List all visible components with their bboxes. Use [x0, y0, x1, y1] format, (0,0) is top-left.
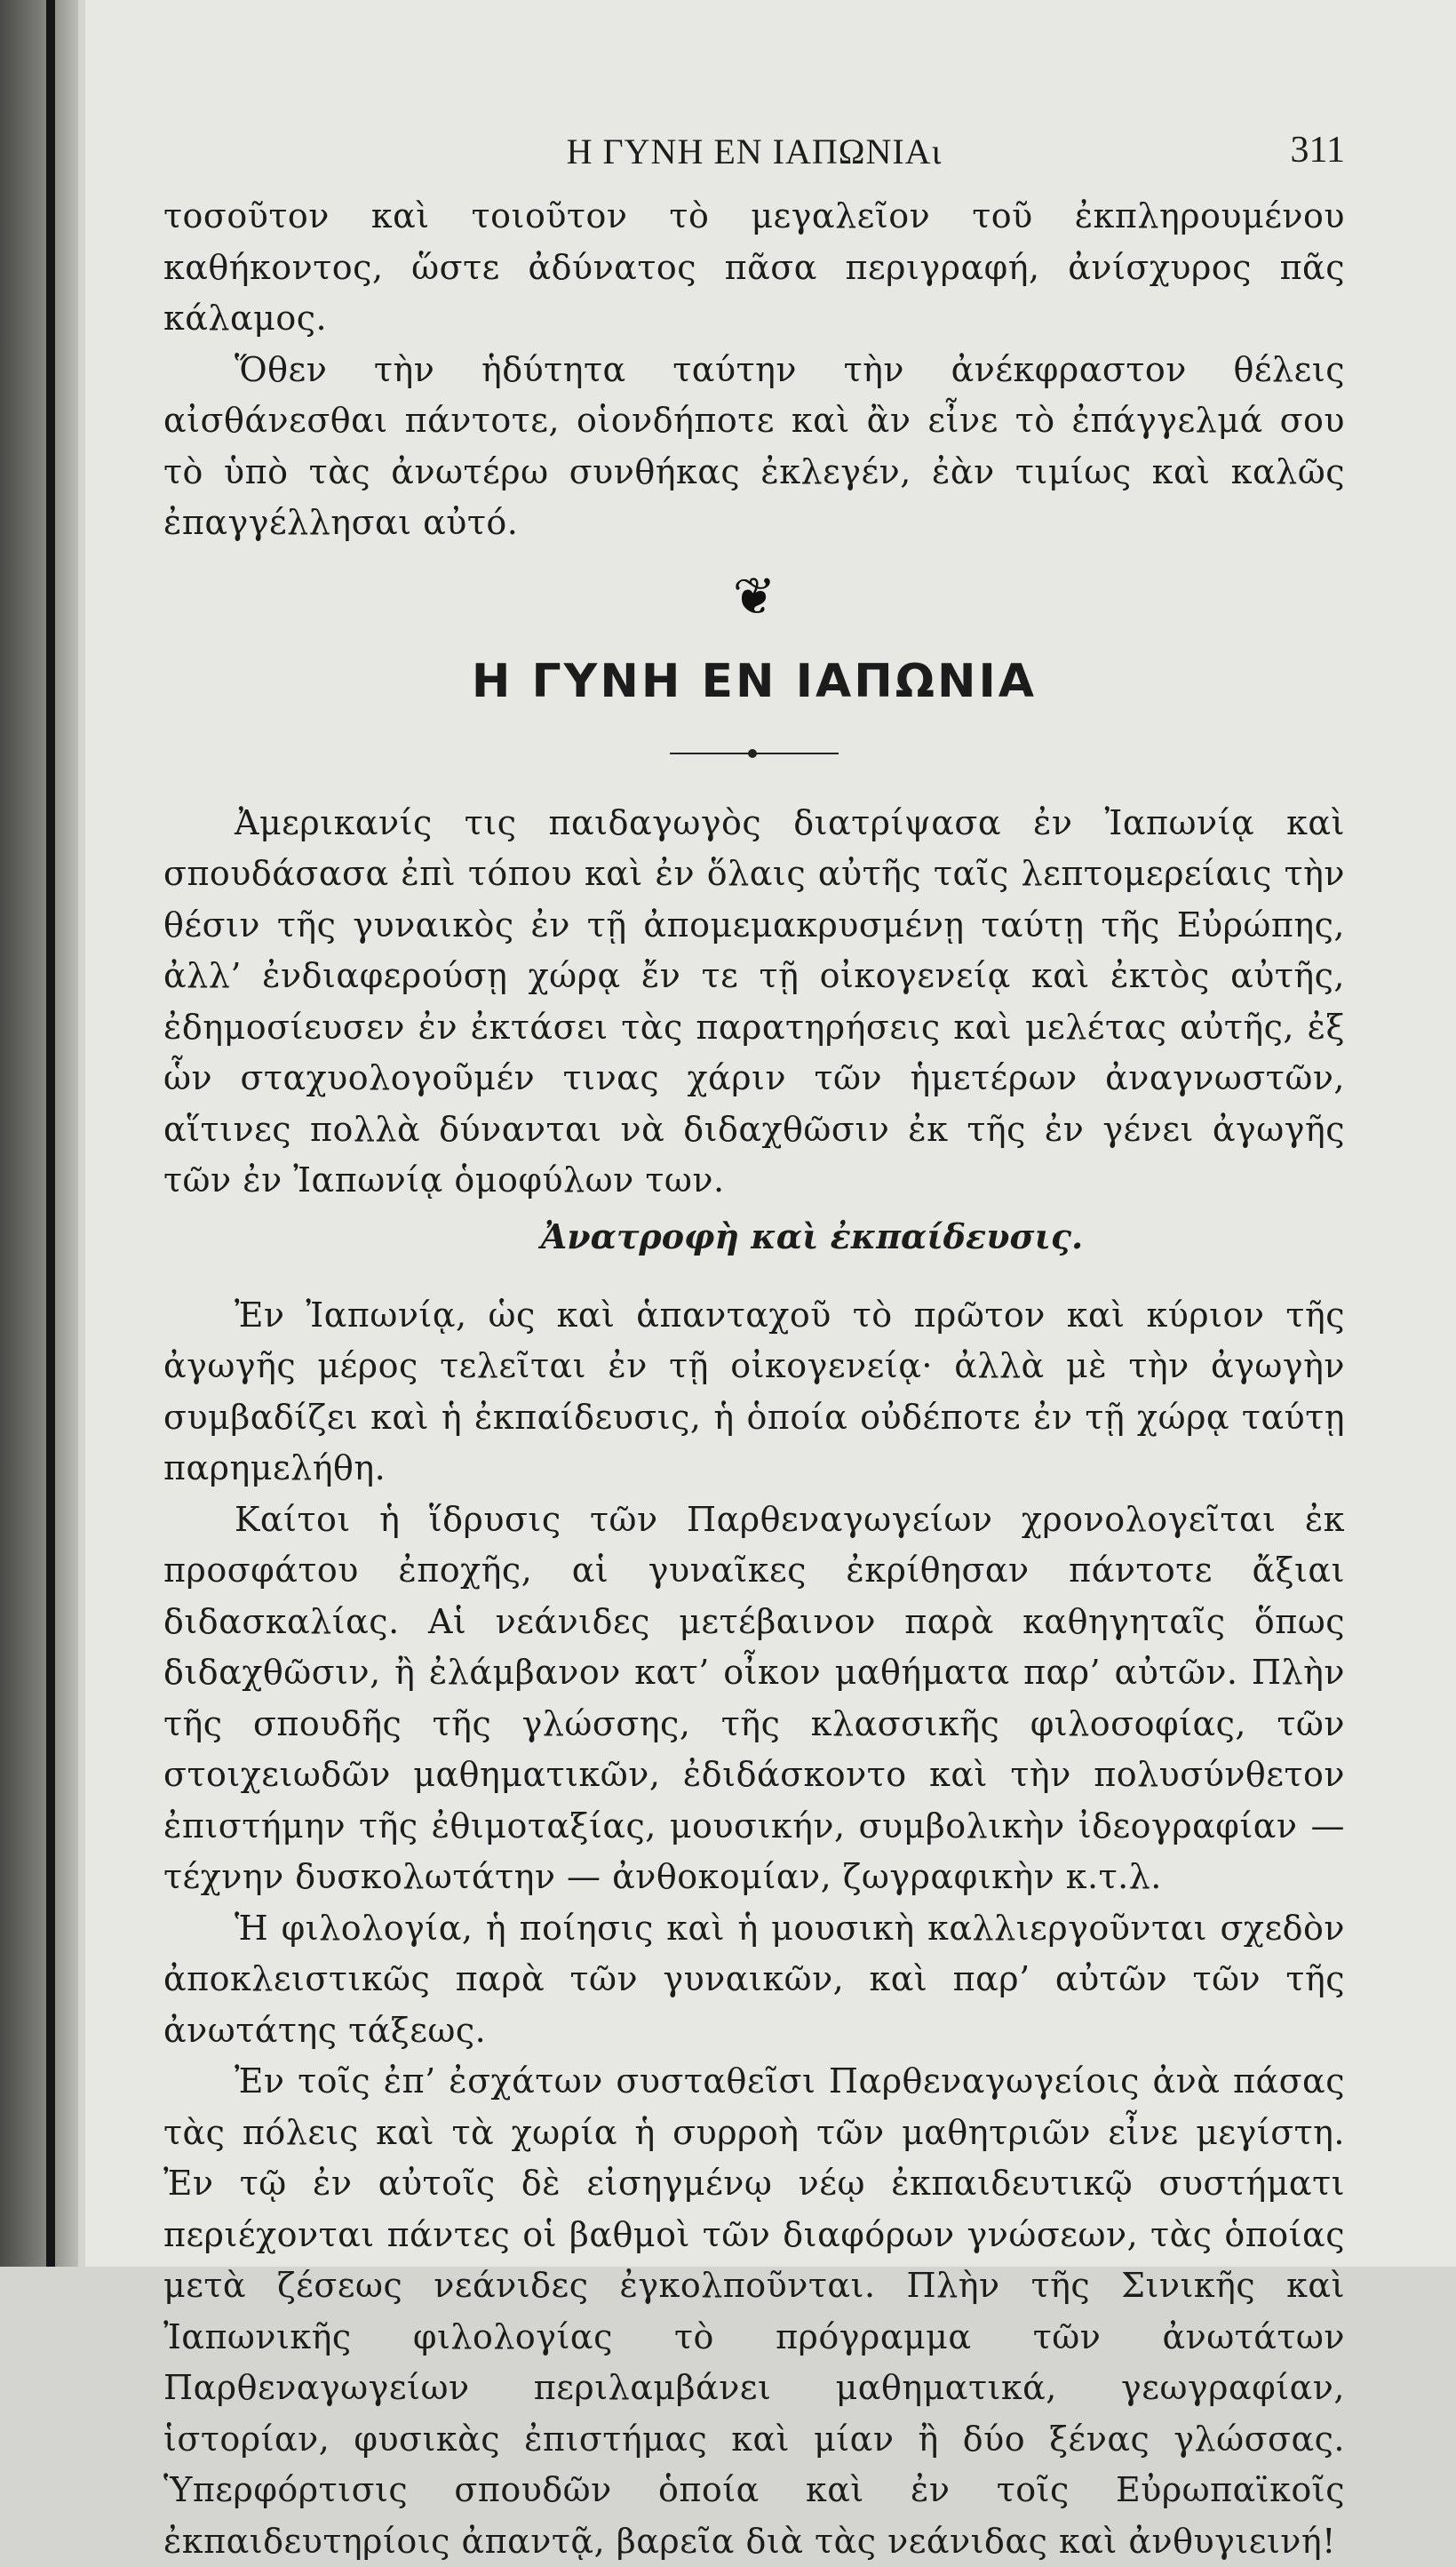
body-paragraph: Ἡ φιλολογία, ἡ ποίησις καὶ ἡ μουσικὴ καλλιεργοῦνται σχεδὸν ἀποκλειστικῶς παρὰ τῶν γυναικῶν, καὶ παρ’ αὐτῶν τῶν τῆς ἀνωτάτης τάξεως.	[163, 1908, 1345, 2050]
intro-paragraph: Ὅθεν τὴν ἡδύτητα ταύτην τὴν ἀνέκφραστον θέλεις αἰσθάνεσθαι πάντοτε, οἱονδήποτε καὶ ἂν εἶνε τὸ ἐπάγγελμά σου τὸ ὑπὸ τὰς ἀνωτέρω συνθήκας ἐκλεγέν, ἐὰν τιμίως καὶ καλῶς ἐπαγγέλλησαι αὐτό.	[163, 349, 1345, 542]
rule-dot	[748, 749, 757, 758]
section-subheading: Ἀνατροφὴ καὶ ἐκπαίδευσις.	[540, 1216, 1084, 1256]
book-gutter-line	[46, 0, 55, 2267]
book-binding-shadow	[0, 0, 78, 2267]
article-title: Η ΓΥΝΗ ΕΝ ΙΑΠΩΝΙΑ	[471, 654, 1038, 708]
lead-paragraph: Ἀμερικανίς τις παιδαγωγὸς διατρίψασα ἐν Ἰαπωνίᾳ καὶ σπουδάσασα ἐπὶ τόπου καὶ ἐν ὅλαις αὐτῆς ταῖς λεπτομερείαις τὴν θέσιν τῆς γυναικὸς ἐν τῇ ἀπομεμακρυσμένῃ ταύτῃ τῆς Εὐρώπης, ἀλλ’ ἐνδιαφερούσῃ χώρᾳ ἔν τε τῇ οἰκογενείᾳ καὶ ἐκτὸς αὐτῆς, ἐδημοσίευσεν ἐν ἐκτάσει τὰς παρατηρήσεις καὶ μελέτας αὐτῆς, ἐξ ὧν σταχυολογοῦμέν τινας χάριν τῶν ἡμετέρων ἀναγνωστῶν, αἵτινες πολλὰ δύνανται νὰ διδαχθῶσιν ἐκ τῆς ἐν γένει ἀγωγῆς τῶν ἐν Ἰαπωνίᾳ ὁμοφύλων των.	[163, 802, 1345, 1200]
running-title: Η ΓΥΝΗ ΕΝ ΙΑΠΩΝΙΑι	[566, 132, 943, 171]
page-header	[163, 120, 1345, 191]
book-page	[85, 0, 1456, 2561]
body-paragraph: Καίτοι ἡ ἵδρυσις τῶν Παρθεναγωγείων χρονολογεῖται ἐκ προσφάτου ἐποχῆς, αἱ γυναῖκες ἐκρίθησαν πάντοτε ἄξιαι διδασκαλίας. Αἱ νεάνιδες μετέβαινον παρὰ καθηγηταῖς ὅπως διδαχθῶσιν, ἢ ἐλάμβανον κατ’ οἶκον μαθήματα παρ’ αὐτῶν. Πλὴν τῆς σπουδῆς τῆς γλώσσης, τῆς κλασσικῆς φιλοσοφίας, τῶν στοιχειωδῶν μαθηματικῶν, ἐδιδάσκοντο καὶ τὴν πολυσύνθετον ἐπιστήμην τῆς ἐθιμοταξίας, μουσικήν, συμβολικὴν ἰδεογραφίαν — τέχνην δυσκολωτάτην — ἀνθοκομίαν, ζωγραφικὴν κ.τ.λ.	[163, 1499, 1345, 1896]
body-paragraph: Ἐν Ἰαπωνίᾳ, ὡς καὶ ἁπανταχοῦ τὸ πρῶτον καὶ κύριον τῆς ἀγωγῆς μέρος τελεῖται ἐν τῇ οἰκογενείᾳ· ἀλλὰ μὲ τὴν ἀγωγὴν συμβαδίζει καὶ ἡ ἐκπαίδευσις, ἡ ὁποία οὐδέποτε ἐν τῇ χώρᾳ ταύτῃ παρημελήθη.	[163, 1295, 1345, 1487]
body-paragraph: Ἐν τοῖς ἐπ’ ἐσχάτων συσταθεῖσι Παρθεναγωγείοις ἀνὰ πάσας τὰς πόλεις καὶ τὰ χωρία ἡ συρροὴ τῶν μαθητριῶν εἶνε μεγίστη. Ἐν τῷ ἐν αὐτοῖς δὲ εἰσηγμένῳ νέῳ ἐκπαιδευτικῷ συστήματι περιέχονται πάντες οἱ βαθμοὶ τῶν διαφόρων γνώσεων, τὰς ὁποίας μετὰ ζέσεως νεάνιδες ἐγκολποῦνται. Πλὴν τῆς Σινικῆς καὶ Ἰαπωνικῆς φιλολογίας τὸ πρόγραμμα τῶν ἀνωτάτων Παρθεναγωγείων περιλαμβάνει μαθηματικά, γεωγραφίαν, ἱστορίαν, φυσικὰς ἐπιστήμας καὶ μίαν ἢ δύο ξένας γλώσσας. Ὑπερφόρτισις σπουδῶν ὁποία καὶ ἐν τοῖς Εὐρωπαϊκοῖς ἐκπαιδευτηρίοις ἀπαντᾷ, βαρεῖα διὰ τὰς νεάνιδας καὶ ἀνθυγιεινή!	[163, 2061, 1345, 2561]
page-number: 311	[1290, 130, 1345, 171]
intro-paragraph: τοσοῦτον καὶ τοιοῦτον τὸ μεγαλεῖον τοῦ ἐκπληρουμένου καθήκοντος, ὥστε ἀδύνατος πᾶσα περιγραφή, ἀνίσχυρος πᾶς κάλαμος.	[163, 196, 1345, 338]
leaf-ornament-icon: ❦	[732, 565, 776, 626]
page-text-area	[163, 120, 1345, 2567]
ornamental-rule	[670, 748, 839, 759]
